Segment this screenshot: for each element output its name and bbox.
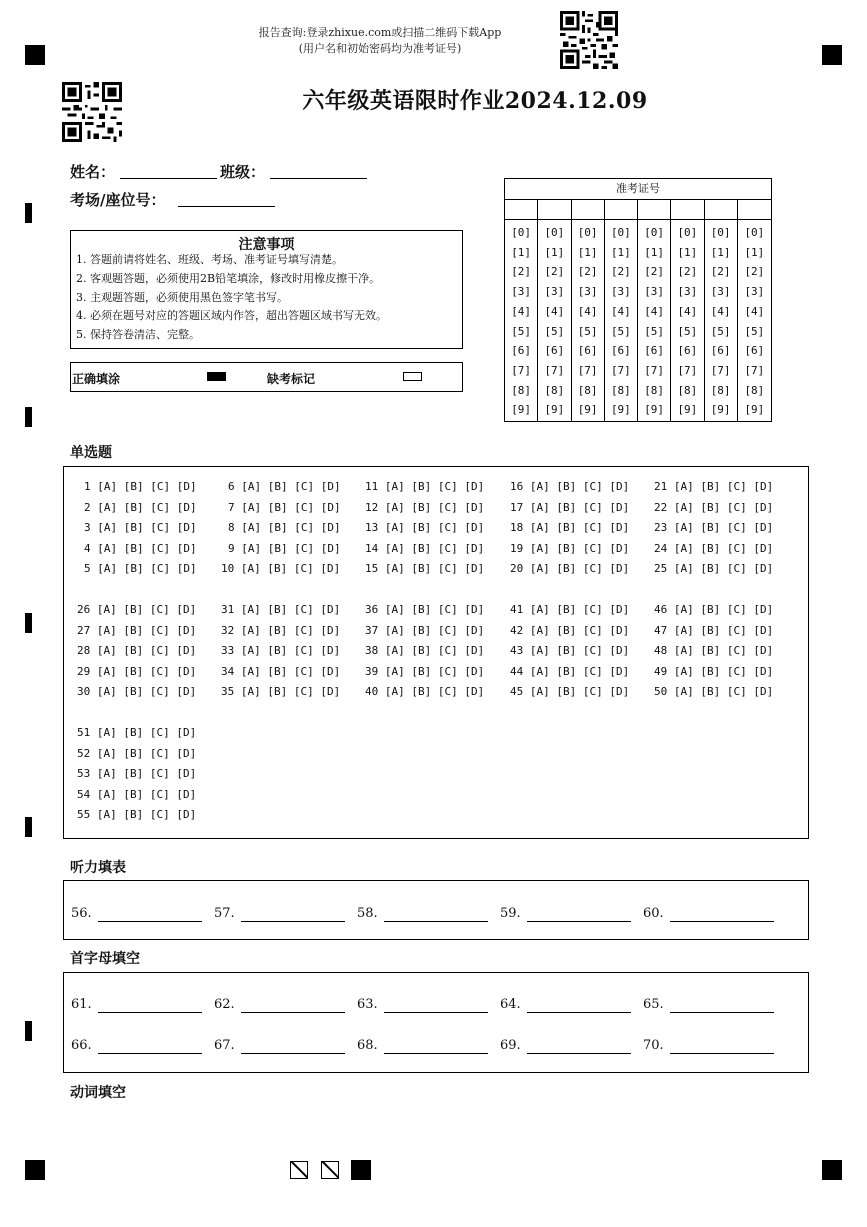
student-id-digit-bubble[interactable]: [7] xyxy=(610,363,631,377)
student-id-digit-bubble[interactable]: [2] xyxy=(710,265,731,279)
student-id-digit-bubble[interactable]: [3] xyxy=(511,285,532,299)
mcq-question-row[interactable]: 15 [A] [B] [C] [D] xyxy=(365,562,485,576)
student-id-digit-bubble[interactable]: [3] xyxy=(577,285,598,299)
student-id-write-cell[interactable] xyxy=(505,200,537,220)
mcq-question-row[interactable]: 12 [A] [B] [C] [D] xyxy=(365,500,485,514)
timing-mark xyxy=(25,817,32,837)
student-id-digit-bubble[interactable]: [8] xyxy=(610,383,631,397)
absent-mark-checkbox[interactable] xyxy=(403,372,422,381)
mcq-question-row[interactable]: 1 [A] [B] [C] [D] xyxy=(84,480,197,493)
qr-code-paper xyxy=(62,82,122,142)
student-id-digit-bubble[interactable]: [1] xyxy=(577,245,598,259)
student-id-digit-bubble[interactable]: [3] xyxy=(744,285,765,299)
fill-blank-item xyxy=(214,1038,354,1058)
mcq-question-row[interactable]: 47 [A] [B] [C] [D] xyxy=(654,623,774,637)
mcq-question-row[interactable]: 21 [A] [B] [C] [D] xyxy=(654,480,774,493)
student-id-digit-bubble[interactable]: [8] xyxy=(511,383,532,397)
seat-field[interactable] xyxy=(178,206,275,207)
fill-blank-line[interactable] xyxy=(670,1053,774,1054)
notice-title: 注意事项 xyxy=(238,237,295,253)
mcq-question-row[interactable]: 8 [A] [B] [C] [D] xyxy=(228,521,341,535)
mcq-question-row[interactable]: 31 [A] [B] [C] [D] xyxy=(221,603,341,616)
class-label: 班级： xyxy=(220,163,266,181)
student-id-digit-bubble[interactable]: [3] xyxy=(544,285,565,299)
student-id-digit-bubble[interactable]: [5] xyxy=(511,324,532,338)
fill-blank-number: 65. xyxy=(643,997,664,1012)
mcq-question-row[interactable]: 36 [A] [B] [C] [D] xyxy=(365,603,485,616)
student-id-digit-bubble[interactable]: [1] xyxy=(677,245,698,259)
fill-blank-item xyxy=(643,906,783,926)
student-id-digit-bubble[interactable]: [7] xyxy=(744,363,765,377)
fill-blank-line[interactable] xyxy=(670,921,774,922)
mcq-question-row[interactable]: 14 [A] [B] [C] [D] xyxy=(365,541,485,555)
verb-fill-section-title: 动词填空 xyxy=(70,1085,126,1101)
student-id-digit-bubble[interactable]: [6] xyxy=(610,344,631,358)
page-mark-slash xyxy=(290,1161,308,1179)
student-id-digit-bubble[interactable]: [1] xyxy=(744,245,765,259)
mcq-question-row[interactable]: 53 [A] [B] [C] [D] xyxy=(77,767,197,781)
student-id-digit-bubble[interactable]: [5] xyxy=(577,324,598,338)
student-id-digit-bubble[interactable]: [2] xyxy=(577,265,598,279)
fill-blank-number: 58. xyxy=(357,906,378,921)
student-id-column xyxy=(638,200,671,421)
student-id-write-cell[interactable] xyxy=(538,200,570,220)
absent-mark-label: 缺考标记 xyxy=(267,372,316,386)
student-id-digit-bubble[interactable]: [0] xyxy=(544,226,565,239)
mcq-question-row[interactable]: 42 [A] [B] [C] [D] xyxy=(510,623,630,637)
student-id-digit-bubble[interactable]: [6] xyxy=(544,344,565,358)
student-id-digit-bubble[interactable]: [0] xyxy=(511,226,532,239)
student-id-digit-bubble[interactable]: [9] xyxy=(544,403,565,417)
student-id-digit-bubble[interactable]: [4] xyxy=(744,304,765,318)
student-id-write-cell[interactable] xyxy=(605,200,637,220)
student-id-digit-bubble[interactable]: [9] xyxy=(644,403,665,417)
fill-blank-line[interactable] xyxy=(98,1053,202,1054)
student-id-digit-bubble[interactable]: [3] xyxy=(710,285,731,299)
fill-blank-item xyxy=(357,997,497,1017)
corner-mark-bottom-left xyxy=(25,1160,45,1180)
mcq-answer-box xyxy=(63,466,809,839)
student-id-digit-bubble[interactable]: [4] xyxy=(544,304,565,318)
mcq-question-row[interactable]: 51 [A] [B] [C] [D] xyxy=(77,726,197,739)
fill-blank-number: 56. xyxy=(71,906,92,921)
fill-blank-line[interactable] xyxy=(241,1012,345,1013)
fill-blank-number: 63. xyxy=(357,997,378,1012)
fill-blank-number: 57. xyxy=(214,906,235,921)
fill-blank-item xyxy=(71,1038,211,1058)
mcq-question-row[interactable]: 20 [A] [B] [C] [D] xyxy=(510,562,630,576)
student-id-digit-bubble[interactable]: [6] xyxy=(511,344,532,358)
mcq-question-row[interactable]: 28 [A] [B] [C] [D] xyxy=(77,644,197,658)
fill-blank-item xyxy=(643,997,783,1017)
student-id-column xyxy=(738,200,771,421)
mcq-question-row[interactable]: 48 [A] [B] [C] [D] xyxy=(654,644,774,658)
student-id-digit-bubble[interactable]: [6] xyxy=(744,344,765,358)
mcq-question-row[interactable]: 46 [A] [B] [C] [D] xyxy=(654,603,774,616)
student-id-digit-bubble[interactable]: [9] xyxy=(577,403,598,417)
student-id-digit-bubble[interactable]: [1] xyxy=(710,245,731,259)
student-id-digit-bubble[interactable]: [9] xyxy=(710,403,731,417)
fill-blank-number: 59. xyxy=(500,906,521,921)
fill-blank-number: 62. xyxy=(214,997,235,1012)
mcq-question-row[interactable]: 24 [A] [B] [C] [D] xyxy=(654,541,774,555)
student-id-digit-bubble[interactable]: [9] xyxy=(677,403,698,417)
mcq-question-row[interactable]: 44 [A] [B] [C] [D] xyxy=(510,664,630,678)
student-id-digit-bubble[interactable]: [0] xyxy=(677,226,698,239)
page-mark-slash xyxy=(321,1161,339,1179)
timing-mark xyxy=(25,203,32,223)
mcq-question-row[interactable]: 10 [A] [B] [C] [D] xyxy=(221,562,341,576)
student-id-write-cell[interactable] xyxy=(671,200,703,220)
initial-letter-section-title: 首字母填空 xyxy=(70,951,140,967)
listening-section-title: 听力填表 xyxy=(70,860,126,876)
fill-blank-number: 60. xyxy=(643,906,664,921)
fill-blank-item xyxy=(214,906,354,926)
mcq-question-row[interactable]: 49 [A] [B] [C] [D] xyxy=(654,664,774,678)
header-note xyxy=(0,25,760,57)
student-id-digit-bubble[interactable]: [9] xyxy=(744,403,765,417)
qr-code-app[interactable] xyxy=(560,11,618,69)
fill-blank-number: 70. xyxy=(643,1038,664,1053)
mcq-question-row[interactable]: 45 [A] [B] [C] [D] xyxy=(510,685,630,699)
student-id-column xyxy=(538,200,571,421)
mcq-question-row[interactable]: 25 [A] [B] [C] [D] xyxy=(654,562,774,576)
corner-mark-bottom-right xyxy=(822,1160,842,1180)
student-id-digit-bubble[interactable]: [0] xyxy=(744,226,765,239)
student-id-digit-bubble[interactable]: [6] xyxy=(677,344,698,358)
student-id-digit-bubble[interactable]: [7] xyxy=(677,363,698,377)
student-id-digit-bubble[interactable]: [6] xyxy=(644,344,665,358)
timing-mark xyxy=(25,613,32,633)
student-id-digit-bubble[interactable]: [1] xyxy=(544,245,565,259)
student-id-column xyxy=(505,200,538,421)
notice-item: 5. 保持答卷清洁、完整。 xyxy=(76,328,200,341)
student-id-digit-bubble[interactable]: [2] xyxy=(644,265,665,279)
student-id-digit-bubble[interactable]: [0] xyxy=(610,226,631,239)
student-id-digit-bubble[interactable]: [7] xyxy=(511,363,532,377)
mcq-question-row[interactable]: 27 [A] [B] [C] [D] xyxy=(77,623,197,637)
fill-blank-number: 61. xyxy=(71,997,92,1012)
fill-blank-line[interactable] xyxy=(98,921,202,922)
fill-blank-line[interactable] xyxy=(241,1053,345,1054)
student-id-digit-bubble[interactable]: [8] xyxy=(644,383,665,397)
student-id-digit-bubble[interactable]: [5] xyxy=(677,324,698,338)
student-id-digit-bubble[interactable]: [4] xyxy=(644,304,665,318)
page-title: 六年级英语限时作业2024.12.09 xyxy=(302,88,648,114)
fill-blank-number: 68. xyxy=(357,1038,378,1053)
student-id-digit-bubble[interactable]: [6] xyxy=(577,344,598,358)
student-id-write-cell[interactable] xyxy=(705,200,737,220)
mcq-question-row[interactable]: 18 [A] [B] [C] [D] xyxy=(510,521,630,535)
fill-blank-line[interactable] xyxy=(670,1012,774,1013)
student-id-digit-bubble[interactable]: [2] xyxy=(511,265,532,279)
student-id-digit-bubble[interactable]: [5] xyxy=(710,324,731,338)
mcq-question-row[interactable]: 22 [A] [B] [C] [D] xyxy=(654,500,774,514)
student-id-write-cell[interactable] xyxy=(638,200,670,220)
student-id-digit-bubble[interactable]: [7] xyxy=(644,363,665,377)
mcq-question-row[interactable]: 13 [A] [B] [C] [D] xyxy=(365,521,485,535)
mcq-question-row[interactable]: 52 [A] [B] [C] [D] xyxy=(77,746,197,760)
student-id-digit-bubble[interactable]: [3] xyxy=(677,285,698,299)
mcq-question-row[interactable]: 37 [A] [B] [C] [D] xyxy=(365,623,485,637)
mcq-question-row[interactable]: 3 [A] [B] [C] [D] xyxy=(84,521,197,535)
student-id-digit-bubble[interactable]: [8] xyxy=(577,383,598,397)
mcq-question-row[interactable]: 26 [A] [B] [C] [D] xyxy=(77,603,197,616)
notice-item: 1. 答题前请将姓名、班级、考场、准考证号填写清楚。 xyxy=(76,253,343,266)
fill-blank-item xyxy=(500,1038,640,1058)
fill-blank-line[interactable] xyxy=(384,1012,488,1013)
fill-blank-number: 66. xyxy=(71,1038,92,1053)
mcq-question-row[interactable]: 33 [A] [B] [C] [D] xyxy=(221,644,341,658)
fill-blank-item xyxy=(71,997,211,1017)
correct-fill-sample xyxy=(207,372,226,381)
student-id-digit-bubble[interactable]: [5] xyxy=(544,324,565,338)
student-id-digit-bubble[interactable]: [1] xyxy=(644,245,665,259)
student-id-digit-bubble[interactable]: [5] xyxy=(644,324,665,338)
student-id-digit-bubble[interactable]: [8] xyxy=(710,383,731,397)
initial-letter-answer-box xyxy=(63,972,809,1073)
notice-item: 4. 必须在题号对应的答题区域内作答，超出答题区域书写无效。 xyxy=(76,309,387,322)
fill-blank-item xyxy=(357,1038,497,1058)
student-id-title: 准考证号 xyxy=(505,179,771,200)
mcq-question-row[interactable]: 39 [A] [B] [C] [D] xyxy=(365,664,485,678)
timing-mark xyxy=(25,1021,32,1041)
fill-blank-number: 67. xyxy=(214,1038,235,1053)
student-id-column xyxy=(671,200,704,421)
student-id-grid xyxy=(504,178,772,422)
student-id-digit-bubble[interactable]: [4] xyxy=(577,304,598,318)
fill-legend xyxy=(70,362,463,392)
report-query-text: 报告查询:登录zhixue.com或扫描二维码下载App xyxy=(258,26,502,39)
student-id-digit-bubble[interactable]: [6] xyxy=(710,344,731,358)
student-id-digit-bubble[interactable]: [0] xyxy=(577,226,598,239)
student-id-digit-bubble[interactable]: [8] xyxy=(744,383,765,397)
student-id-digit-bubble[interactable]: [3] xyxy=(610,285,631,299)
listening-answer-box xyxy=(63,880,809,940)
mcq-question-row[interactable]: 35 [A] [B] [C] [D] xyxy=(221,685,341,699)
student-id-digit-bubble[interactable]: [5] xyxy=(610,324,631,338)
mcq-question-row[interactable]: 2 [A] [B] [C] [D] xyxy=(84,500,197,514)
fill-blank-item xyxy=(71,906,211,926)
account-hint-text: (用户名和初始密码均为准考证号) xyxy=(298,42,462,55)
seat-label: 考场/座位号： xyxy=(70,191,166,209)
mcq-question-row[interactable]: 41 [A] [B] [C] [D] xyxy=(510,603,630,616)
mcq-question-row[interactable]: 43 [A] [B] [C] [D] xyxy=(510,644,630,658)
mcq-question-row[interactable]: 38 [A] [B] [C] [D] xyxy=(365,644,485,658)
mcq-question-row[interactable]: 29 [A] [B] [C] [D] xyxy=(77,664,197,678)
fill-blank-number: 64. xyxy=(500,997,521,1012)
student-id-digit-bubble[interactable]: [9] xyxy=(610,403,631,417)
student-id-digit-bubble[interactable]: [7] xyxy=(544,363,565,377)
mcq-question-row[interactable]: 34 [A] [B] [C] [D] xyxy=(221,664,341,678)
fill-blank-number: 69. xyxy=(500,1038,521,1053)
name-label: 姓名： xyxy=(70,163,116,181)
student-id-digit-bubble[interactable]: [8] xyxy=(677,383,698,397)
fill-blank-item xyxy=(643,1038,783,1058)
student-id-write-cell[interactable] xyxy=(572,200,604,220)
student-id-digit-bubble[interactable]: [4] xyxy=(511,304,532,318)
mcq-question-row[interactable]: 17 [A] [B] [C] [D] xyxy=(510,500,630,514)
student-id-digit-bubble[interactable]: [9] xyxy=(511,403,532,417)
mcq-question-row[interactable]: 7 [A] [B] [C] [D] xyxy=(228,500,341,514)
mcq-question-row[interactable]: 23 [A] [B] [C] [D] xyxy=(654,521,774,535)
fill-blank-line[interactable] xyxy=(241,921,345,922)
fill-blank-line[interactable] xyxy=(527,921,631,922)
student-id-digit-bubble[interactable]: [2] xyxy=(610,265,631,279)
notice-item: 2. 客观题答题，必须使用2B铅笔填涂，修改时用橡皮擦干净。 xyxy=(76,272,381,285)
mcq-question-row[interactable]: 32 [A] [B] [C] [D] xyxy=(221,623,341,637)
student-id-digit-bubble[interactable]: [2] xyxy=(544,265,565,279)
student-id-column xyxy=(605,200,638,421)
mcq-question-row[interactable]: 55 [A] [B] [C] [D] xyxy=(77,808,197,822)
mcq-section-title: 单选题 xyxy=(70,445,112,461)
mcq-question-row[interactable]: 40 [A] [B] [C] [D] xyxy=(365,685,485,699)
student-id-digit-bubble[interactable]: [7] xyxy=(710,363,731,377)
student-id-column xyxy=(705,200,738,421)
fill-blank-item xyxy=(500,906,640,926)
student-id-digit-bubble[interactable]: [3] xyxy=(644,285,665,299)
fill-blank-line[interactable] xyxy=(527,1053,631,1054)
page-mark-filled xyxy=(351,1160,371,1180)
fill-blank-line[interactable] xyxy=(384,1053,488,1054)
student-id-digit-bubble[interactable]: [1] xyxy=(610,245,631,259)
class-field[interactable] xyxy=(270,178,367,179)
student-id-digit-bubble[interactable]: [2] xyxy=(677,265,698,279)
timing-mark xyxy=(25,407,32,427)
student-id-write-cell[interactable] xyxy=(738,200,771,220)
student-id-digit-bubble[interactable]: [8] xyxy=(544,383,565,397)
student-id-digit-bubble[interactable]: [4] xyxy=(610,304,631,318)
student-id-column xyxy=(572,200,605,421)
mcq-question-row[interactable]: 9 [A] [B] [C] [D] xyxy=(228,541,341,555)
mcq-question-row[interactable]: 54 [A] [B] [C] [D] xyxy=(77,787,197,801)
fill-blank-line[interactable] xyxy=(98,1012,202,1013)
notice-item: 3. 主观题答题，必须使用黑色签字笔书写。 xyxy=(76,291,288,304)
student-id-digit-bubble[interactable]: [0] xyxy=(710,226,731,239)
student-id-digit-bubble[interactable]: [1] xyxy=(511,245,532,259)
mcq-question-row[interactable]: 50 [A] [B] [C] [D] xyxy=(654,685,774,699)
fill-blank-item xyxy=(214,997,354,1017)
student-id-digit-bubble[interactable]: [7] xyxy=(577,363,598,377)
mcq-question-row[interactable]: 6 [A] [B] [C] [D] xyxy=(228,480,341,493)
student-id-digit-bubble[interactable]: [4] xyxy=(677,304,698,318)
mcq-question-row[interactable]: 5 [A] [B] [C] [D] xyxy=(84,562,197,576)
fill-blank-line[interactable] xyxy=(384,921,488,922)
notice-box xyxy=(70,230,463,349)
fill-blank-item xyxy=(357,906,497,926)
fill-blank-item xyxy=(500,997,640,1017)
student-id-digit-bubble[interactable]: [2] xyxy=(744,265,765,279)
student-id-digit-bubble[interactable]: [4] xyxy=(710,304,731,318)
corner-mark-top-right xyxy=(822,45,842,65)
mcq-question-row[interactable]: 30 [A] [B] [C] [D] xyxy=(77,685,197,699)
student-id-digit-bubble[interactable]: [5] xyxy=(744,324,765,338)
mcq-question-row[interactable]: 4 [A] [B] [C] [D] xyxy=(84,541,197,555)
mcq-question-row[interactable]: 11 [A] [B] [C] [D] xyxy=(365,480,485,493)
student-id-digit-bubble[interactable]: [0] xyxy=(644,226,665,239)
correct-fill-label: 正确填涂 xyxy=(72,372,121,386)
fill-blank-line[interactable] xyxy=(527,1012,631,1013)
mcq-question-row[interactable]: 19 [A] [B] [C] [D] xyxy=(510,541,630,555)
name-field[interactable] xyxy=(120,178,217,179)
mcq-question-row[interactable]: 16 [A] [B] [C] [D] xyxy=(510,480,630,493)
